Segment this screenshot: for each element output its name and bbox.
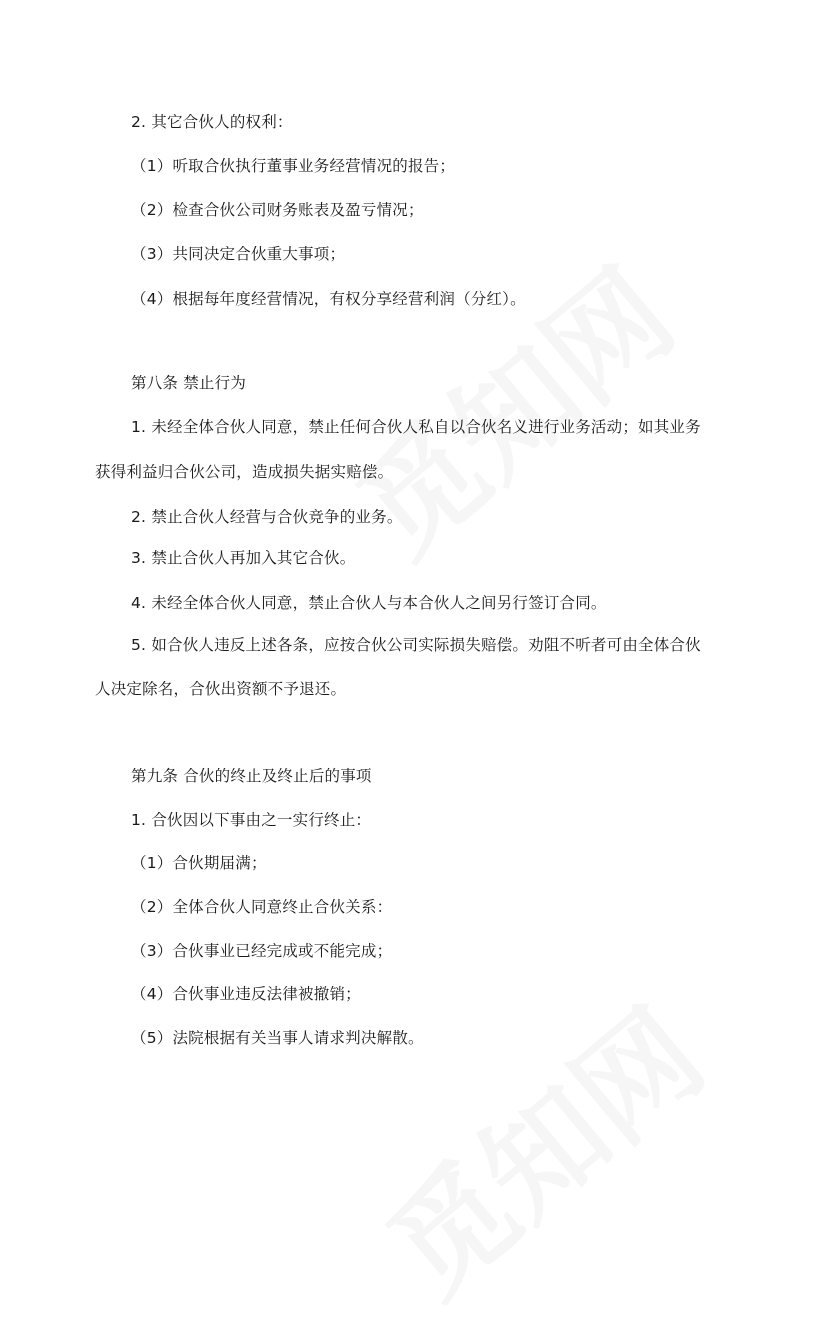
section-8-item-2: 2. 禁止合伙人经营与合伙竞争的业务。 <box>131 508 403 526</box>
section-8-item-1-line-2: 获得利益归合伙公司，造成损失据实赔偿。 <box>95 463 394 481</box>
section-8-item-1-line-1: 1. 未经全体合伙人同意，禁止任何合伙人私自以合伙名义进行业务活动；如其业务 <box>131 418 701 436</box>
watermark-top <box>317 224 703 587</box>
section-8-item-4: 4. 未经全体合伙人同意，禁止合伙人与本合伙人之间另行签订合同。 <box>131 594 607 612</box>
section-9-title: 第九条 合伙的终止及终止后的事项 <box>131 767 372 785</box>
section-8-item-5-line-1: 5. 如合伙人违反上述各条，应按合伙公司实际损失赔偿。劝阻不听者可由全体合伙 <box>131 636 701 654</box>
rights-heading: 2. 其它合伙人的权利： <box>131 113 293 131</box>
section-8-item-5-line-2: 人决定除名，合伙出资额不予退还。 <box>95 680 347 698</box>
rights-item-1: （1）听取合伙执行董事业务经营情况的报告； <box>131 157 456 175</box>
section-9-subitem-3: （3）合伙事业已经完成或不能完成； <box>131 942 393 960</box>
rights-item-4: （4）根据每年度经营情况，有权分享经营利润（分红）。 <box>131 290 526 308</box>
section-9-subitem-2: （2）全体合伙人同意终止合伙关系： <box>131 898 393 916</box>
rights-item-3: （3）共同决定合伙重大事项； <box>131 245 346 263</box>
section-8-item-3: 3. 禁止合伙人再加入其它合伙。 <box>131 549 356 567</box>
rights-item-2: （2）检查合伙公司财务账表及盈亏情况； <box>131 201 424 219</box>
section-8-title: 第八条 禁止行为 <box>131 374 247 392</box>
section-9-subitem-4: （4）合伙事业违反法律被撤销； <box>131 985 361 1003</box>
watermark-bottom <box>347 964 733 1327</box>
section-9-item-1: 1. 合伙因以下事由之一实行终止： <box>131 811 372 829</box>
section-9-subitem-5: （5）法院根据有关当事人请求判决解散。 <box>131 1029 424 1047</box>
section-9-subitem-1: （1）合伙期届满； <box>131 854 267 872</box>
